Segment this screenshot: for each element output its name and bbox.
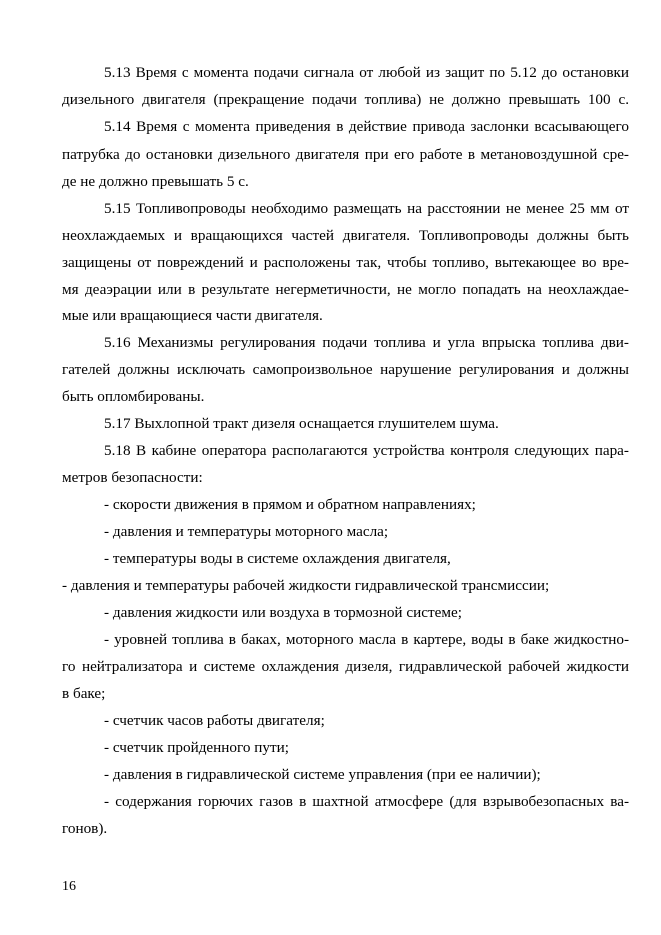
list-item: - уровней топлива в баках, моторного масла в картере, воды в баке жидкостно- (104, 631, 629, 648)
text-line: 5.16 Механизмы регулирования подачи топлива и угла впрыска топлива дви- (104, 334, 629, 351)
text-line: го нейтрализатора и системе охлаждения дизеля, гидравлической рабочей жидкости (62, 658, 629, 675)
text-line: 5.14 Время с момента приведения в действие привода заслонки всасывающего (104, 118, 629, 135)
text-line: 5.15 Топливопроводы необходимо размещать на расстоянии не менее 25 мм от (104, 200, 629, 217)
list-item: - скорости движения в прямом и обратном направлениях; (104, 496, 476, 513)
list-item: - давления и температуры моторного масла; (104, 523, 389, 540)
list-item: - температуры воды в системе охлаждения двигателя, (104, 550, 451, 567)
text-line: патрубка до остановки дизельного двигателя при его работе в метановоздушной сре- (62, 146, 629, 163)
list-item: - давления жидкости или воздуха в тормозной системе; (104, 604, 462, 621)
text-line: гонов). (62, 820, 108, 837)
text-line: быть опломбированы. (62, 388, 205, 405)
text-line: защищены от повреждений и расположены так, чтобы топливо, вытекающее во вре- (62, 254, 629, 271)
text-line: гателей должны исключать самопроизвольное нарушение регулирования и должны (62, 361, 629, 378)
list-item: - счетчик часов работы двигателя; (104, 712, 325, 729)
page-number: 16 (62, 879, 76, 894)
text-line: дизельного двигателя (прекращение подачи топлива) не должно превышать 100 с. (62, 91, 629, 108)
text-line: неохлаждаемых и вращающихся частей двигателя. Топливопроводы должны быть (62, 227, 629, 244)
text-line: 5.13 Время с момента подачи сигнала от любой из защит по 5.12 до остановки (104, 64, 629, 81)
text-line: 5.18 В кабине оператора располагаются устройства контроля следующих пара- (104, 442, 629, 459)
list-item: - давления и температуры рабочей жидкости гидравлической трансмиссии; (62, 577, 550, 594)
text-line: де не должно превышать 5 с. (62, 173, 249, 190)
text-line: 5.17 Выхлопной тракт дизеля оснащается глушителем шума. (104, 415, 499, 432)
text-line: мые или вращающиеся части двигателя. (62, 307, 323, 324)
text-line: мя деаэрации или в результате негерметичности, не могло попадать на неохлаждае- (62, 281, 629, 298)
text-line: в баке; (62, 685, 106, 702)
list-item: - счетчик пройденного пути; (104, 739, 289, 756)
list-item: - давления в гидравлической системе управления (при ее наличии); (104, 766, 541, 783)
text-line: метров безопасности: (62, 469, 203, 486)
list-item: - содержания горючих газов в шахтной атмосфере (для взрывобезопасных ва- (104, 793, 629, 810)
